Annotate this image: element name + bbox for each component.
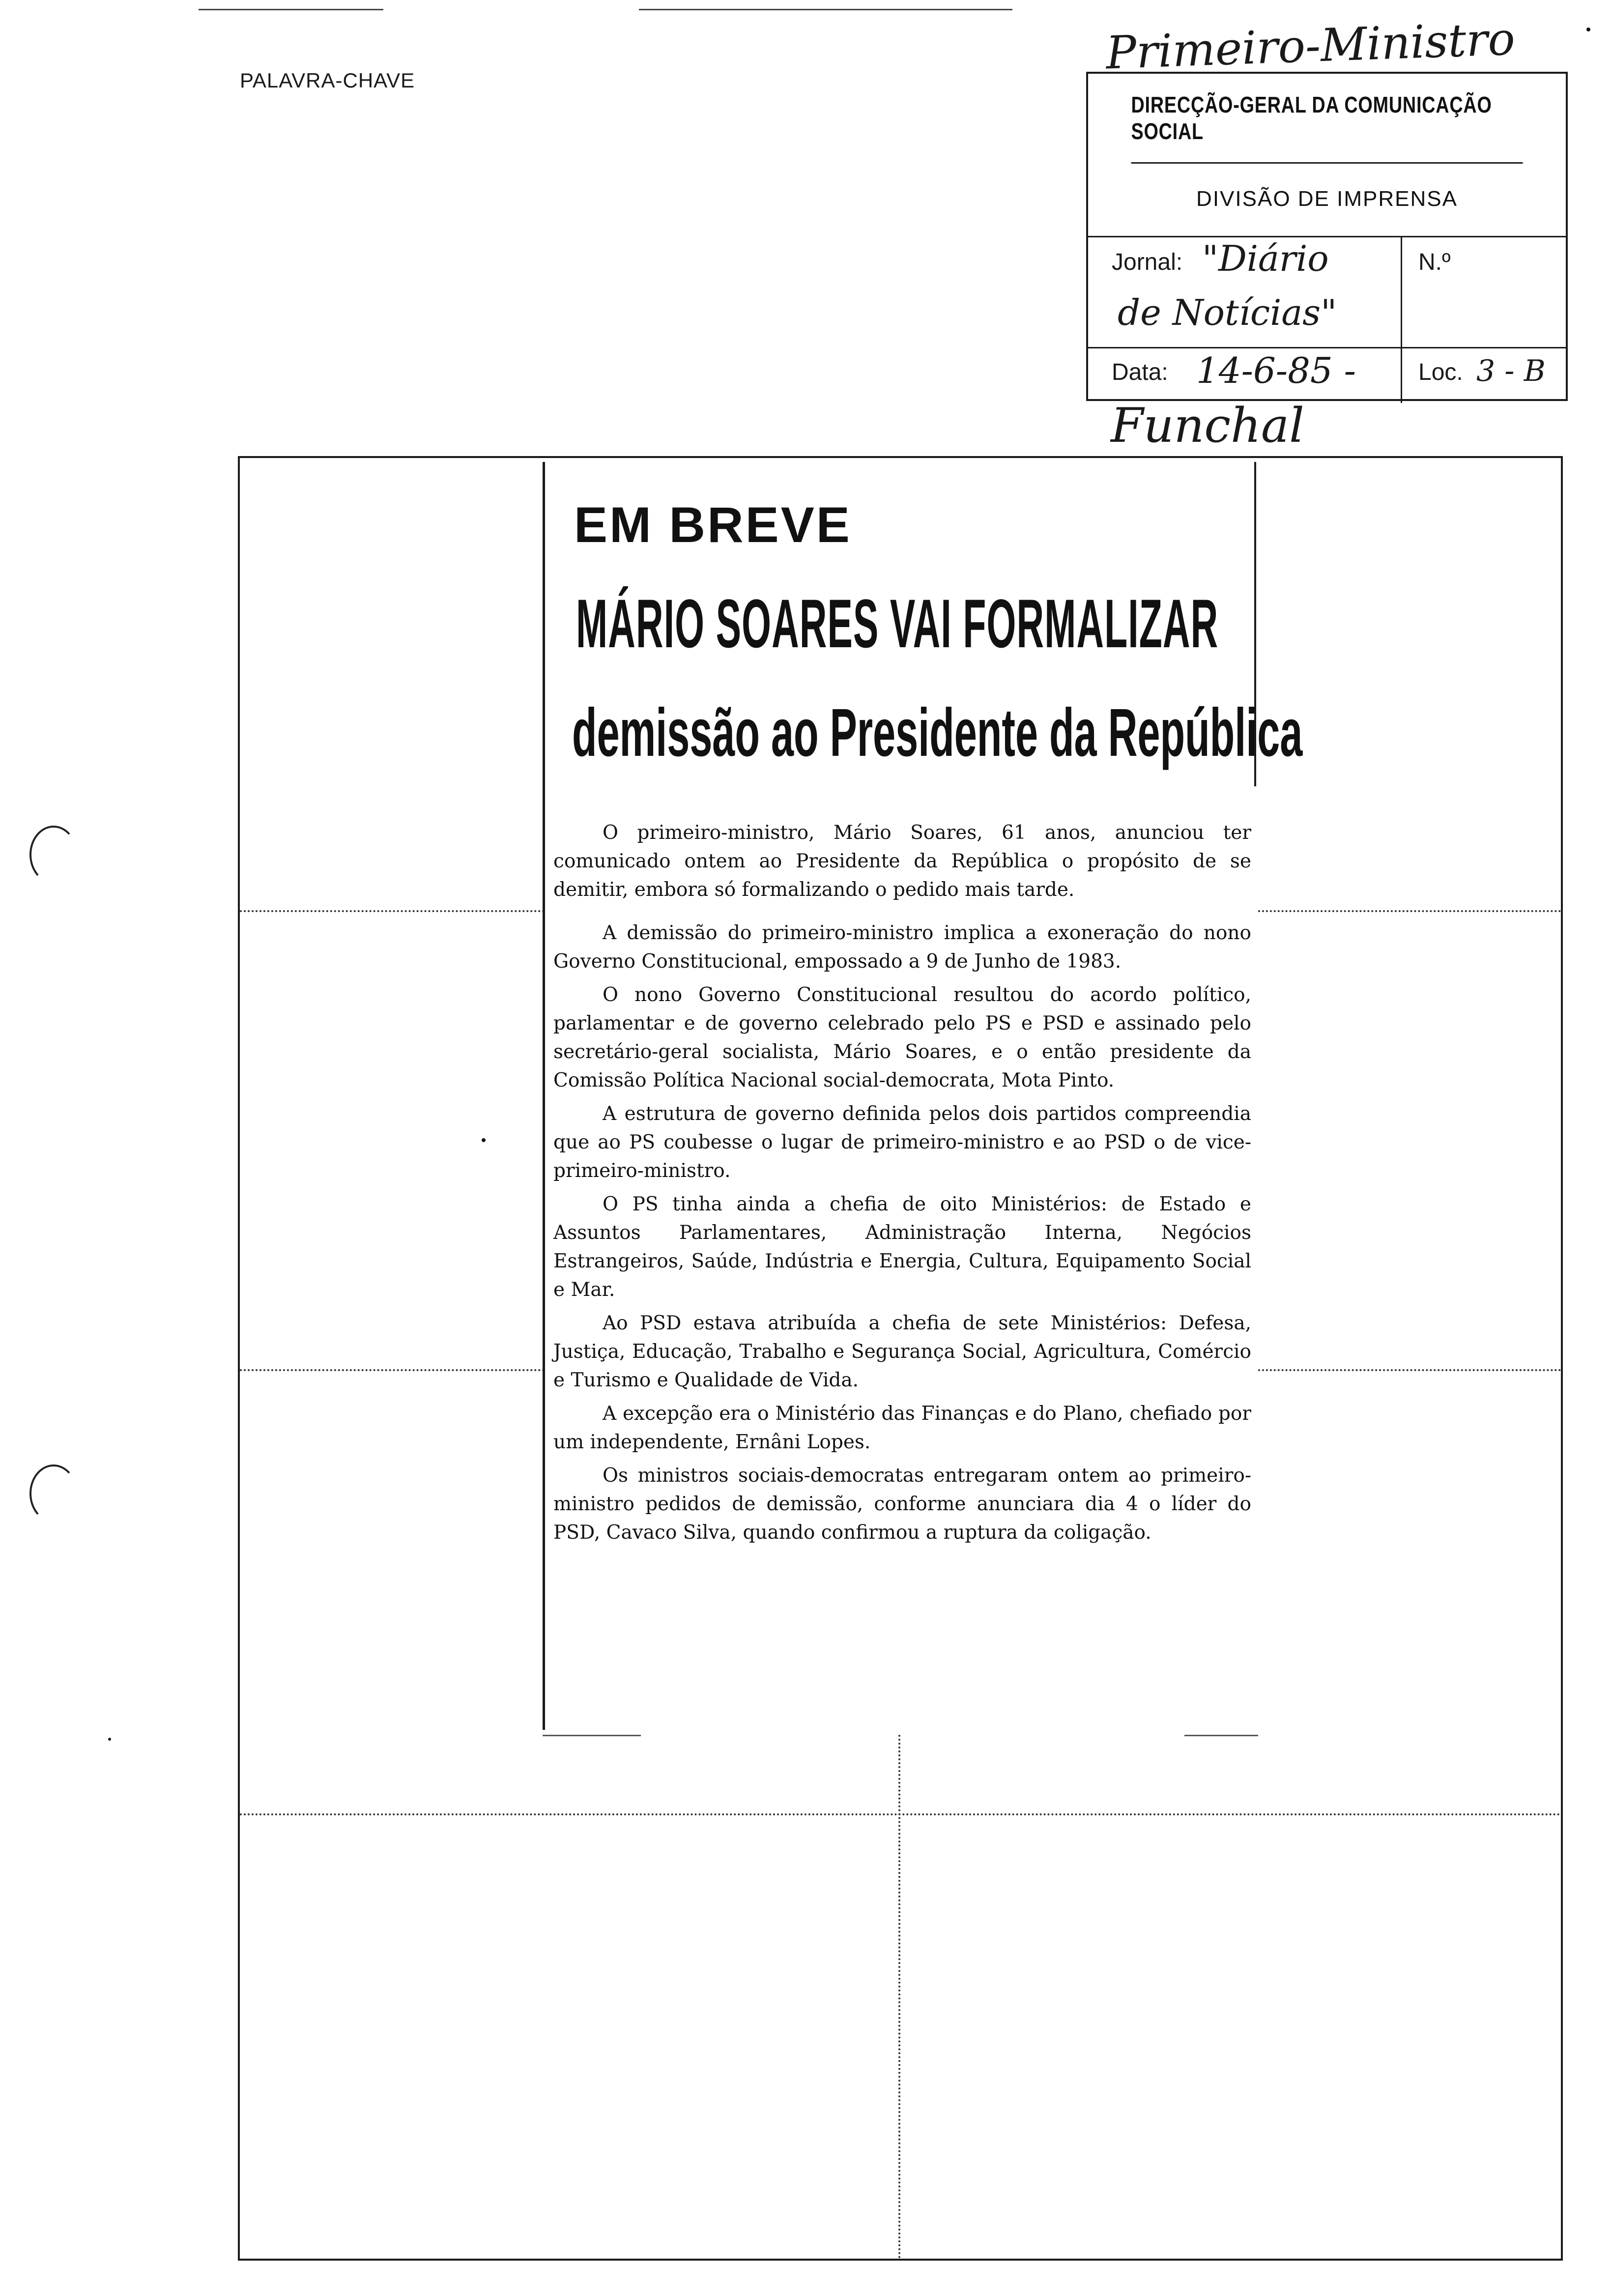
keyword-label: PALAVRA-CHAVE [240,69,415,92]
handwritten-category: Primeiro-Ministro [1105,12,1516,80]
article-subheadline: demissão ao Presidente da República [572,695,1303,771]
loc-label: Loc. [1418,359,1463,385]
handwritten-location: Funchal [1111,398,1304,453]
speck [108,1738,111,1741]
jornal-label: Jornal: [1112,249,1183,275]
data-label: Data: [1112,359,1168,385]
top-rule-left [199,9,383,10]
guide-line [1258,910,1561,912]
punch-hole-mark [29,1464,78,1522]
article-paragraph: A demissão do primeiro-ministro implica a exoneração do nono Governo Constitucional, empossado a 9 de Junho de 1983. [553,922,1251,973]
speck [1586,28,1590,31]
clipping-edge-bottom [543,1735,641,1736]
speck [482,1138,486,1142]
article-paragraph: A estrutura de governo definida pelos dois partidos compreendia que ao PS coubesse o lugar de primeiro-ministro e ao PSD o de vice-primeiro-ministro. [553,1103,1251,1182]
guide-line [898,1735,900,2259]
press-stamp [1086,72,1568,401]
article-paragraph: O PS tinha ainda a chefia de oito Ministérios: de Estado e Assuntos Parlamentares, Administração Interna, Negócios Estrangeiros, Saúde, Indústria e Energia, Cultura, Equipamento Social e Mar. [553,1193,1251,1301]
stamp-organization-text: DIRECÇÃO-GERAL DA COMUNICAÇÃO SOCIAL [1131,92,1492,144]
article-kicker: EM BREVE [574,497,852,553]
stamp-division [1088,162,1566,237]
article-lead: O primeiro-ministro, Mário Soares, 61 anos, anunciou ter comunicado ontem ao Presidente da República o propósito de se demitir, embora só formalizando o pedido mais tarde. [553,822,1251,901]
stamp-divider [1401,236,1402,403]
guide-line [240,1813,1561,1815]
stamp-organization [1131,74,1523,164]
jornal-value-line1: "Diário [1202,238,1329,279]
clipping-edge-left [543,462,545,1730]
stamp-division-text: DIVISÃO DE IMPRENSA [1196,187,1458,211]
punch-hole-mark [29,826,78,884]
article-body [553,819,1251,1552]
guide-line [1258,1369,1561,1371]
loc-value: 3 - B [1476,354,1546,388]
numero-label: N.º [1418,249,1451,275]
article-paragraph: O nono Governo Constitucional resultou do acordo político, parlamentar e de governo celebrado pelo PS e PSD e assinado pelo secretário-geral socialista, Mário Soares, e o então presidente da Comissão Política Nacional social-democrata, Mota Pinto. [553,984,1251,1091]
clipping-edge-bottom [1184,1735,1258,1736]
guide-line [240,910,545,912]
guide-line [240,1369,545,1371]
article-paragraph: Os ministros sociais-democratas entregaram ontem ao primeiro-ministro pedidos de demissão, conforme anunciara dia 4 o líder do PSD, Cavaco Silva, quando confirmou a ruptura da coligação. [553,1464,1251,1544]
article-paragraph: Ao PSD estava atribuída a chefia de sete Ministérios: Defesa, Justiça, Educação, Trabalho e Segurança Social, Agricultura, Comércio e Turismo e Qualidade de Vida. [553,1312,1251,1391]
data-value: 14-6-85 - [1196,350,1356,391]
top-rule-right [639,9,1012,10]
jornal-value-line2: de Notícias" [1118,292,1337,333]
article-headline: MÁRIO SOARES VAI FORMALIZAR [576,585,1219,662]
article-paragraph: A excepção era o Ministério das Finanças e do Plano, chefiado por um independente, Ernâni Lopes. [553,1403,1251,1453]
